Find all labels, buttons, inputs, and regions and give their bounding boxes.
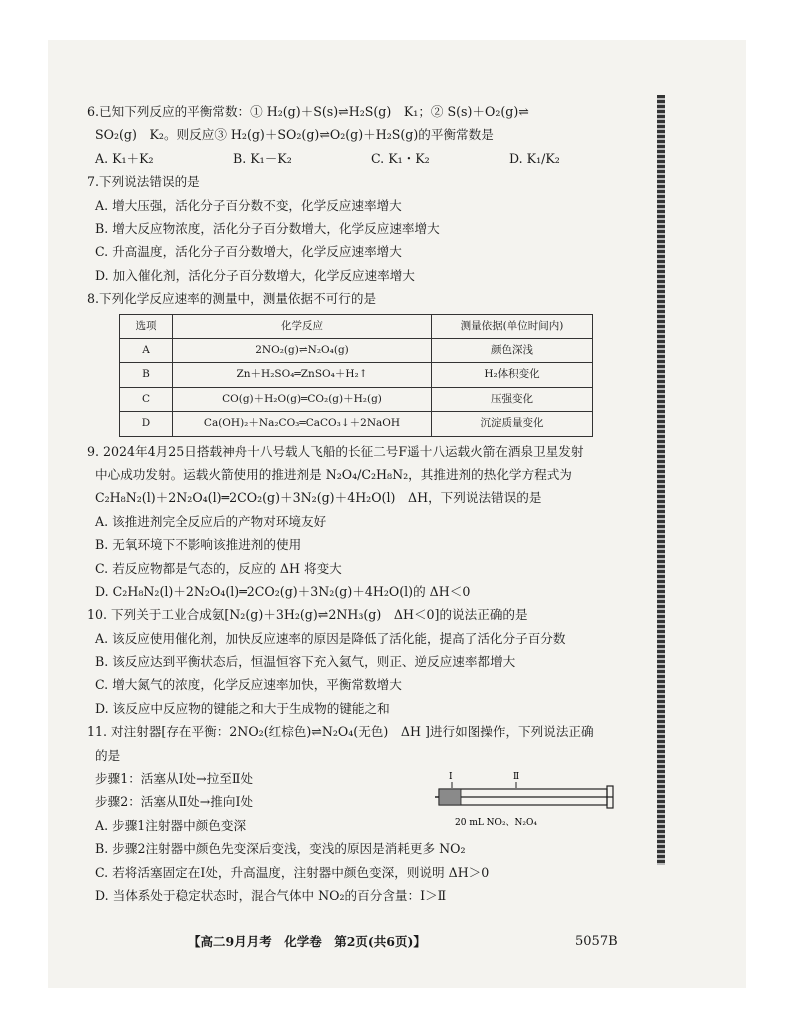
q9-stem-line2: 中心成功发射。运载火箭使用的推进剂是 N₂O₄/C₂H₈N₂，其推进剂的热化学方程式为 [95, 466, 572, 482]
table-cell: A [120, 338, 173, 362]
position-label-1: Ⅰ [449, 772, 453, 782]
table-header: 测量依据(单位时间内) [432, 314, 593, 338]
q11-step2: 步骤2：活塞从Ⅱ处→推向Ⅰ处 [95, 794, 254, 810]
table-cell: 2NO₂(g)⇌N₂O₄(g) [173, 338, 432, 362]
table-row [120, 363, 593, 387]
q6-option-a: A. K₁＋K₂ [95, 150, 154, 166]
paper-code: 5057B [575, 934, 618, 949]
figure-caption: 20 mL NO₂、N₂O₄ [455, 818, 538, 828]
table-cell: CO(g)＋H₂O(g)═CO₂(g)＋H₂(g) [173, 387, 432, 411]
table-header: 化学反应 [173, 314, 432, 338]
table-header-row [120, 314, 593, 338]
table-cell: Zn＋H₂SO₄═ZnSO₄＋H₂↑ [173, 363, 432, 387]
q6-stem-line1: 6.已知下列反应的平衡常数：① H₂(g)＋S(s)⇌H₂S(g) K₁；② S(s)＋O₂(g)⇌ [87, 104, 529, 119]
q8-stem: 8.下列化学反应速率的测量中，测量依据不可行的是 [87, 291, 377, 307]
binding-strip [657, 95, 665, 865]
q11-option-a: A. 步骤1注射器中颜色变深 [95, 817, 247, 833]
q6-stem-line2: SO₂(g) K₂。则反应③ H₂(g)＋SO₂(g)⇌O₂(g)＋H₂S(g)的平衡常数是 [95, 127, 494, 143]
table-header: 选项 [120, 314, 173, 338]
table-cell: 沉淀质量变化 [432, 412, 593, 436]
q10-stem: 10. 下列关于工业合成氨[N₂(g)＋3H₂(g)⇌2NH₃(g) ΔH＜0]的说法正确的是 [87, 607, 528, 623]
q10-option-a: A. 该反应使用催化剂，加快反应速率的原因是降低了活化能，提高了活化分子百分数 [95, 630, 566, 646]
q6-option-d: D. K₁/K₂ [509, 150, 560, 166]
q6-option-b: B. K₁－K₂ [233, 150, 292, 166]
table-row [120, 338, 593, 362]
table-row [120, 387, 593, 411]
table-row [120, 412, 593, 436]
q9-option-d: D. C₂H₈N₂(l)＋2N₂O₄(l)═2CO₂(g)＋3N₂(g)＋4H₂O(l)的 ΔH＜0 [95, 583, 471, 599]
table-cell: C [120, 387, 173, 411]
page-footer: 【高二9月月考 化学卷 第2页(共6页)】 [188, 934, 426, 949]
syringe-figure [435, 770, 620, 840]
q11-option-b: B. 步骤2注射器中颜色先变深后变浅，变浅的原因是消耗更多 NO₂ [95, 841, 466, 857]
q9-stem-line3: C₂H₈N₂(l)＋2N₂O₄(l)═2CO₂(g)＋3N₂(g)＋4H₂O(l) ΔH，下列说法错误的是 [95, 490, 542, 506]
q7-option-a: A. 增大压强，活化分子百分数不变，化学反应速率增大 [95, 197, 402, 213]
q10-option-b: B. 该反应达到平衡状态后，恒温恒容下充入氦气，则正、逆反应速率都增大 [95, 654, 516, 670]
q11-stem-line1: 11. 对注射器[存在平衡：2NO₂(红棕色)⇌N₂O₄(无色) ΔH ]进行如图操作，下列说法正确 [87, 724, 594, 740]
q11-stem-line2: 的是 [95, 747, 121, 763]
q7-stem: 7.下列说法错误的是 [87, 174, 200, 190]
q9-option-a: A. 该推进剂完全反应后的产物对环境友好 [95, 513, 327, 529]
q11-option-d: D. 当体系处于稳定状态时，混合气体中 NO₂的百分含量：Ⅰ＞Ⅱ [95, 887, 447, 903]
q9-stem-line1: 9. 2024年4月25日搭载神舟十八号载人飞船的长征二号F遥十八运载火箭在酒泉卫星发射 [87, 443, 584, 459]
table-cell: Ca(OH)₂＋Na₂CO₃═CaCO₃↓＋2NaOH [173, 412, 432, 436]
q7-option-c: C. 升高温度，活化分子百分数增大，化学反应速率增大 [95, 244, 402, 260]
q10-option-c: C. 增大氮气的浓度，化学反应速率加快，平衡常数增大 [95, 677, 402, 693]
q11-step1: 步骤1：活塞从Ⅰ处→拉至Ⅱ处 [95, 771, 254, 787]
plunger-head [439, 789, 461, 805]
q6-option-c: C. K₁・K₂ [371, 150, 430, 166]
q7-option-d: D. 加入催化剂，活化分子百分数增大，化学反应速率增大 [95, 267, 415, 283]
q7-option-b: B. 增大反应物浓度，活化分子百分数增大，化学反应速率增大 [95, 220, 440, 236]
table-cell: 压强变化 [432, 387, 593, 411]
position-label-2: Ⅱ [513, 772, 520, 782]
q8-table [119, 314, 593, 437]
q10-option-d: D. 该反应中反应物的键能之和大于生成物的键能之和 [95, 700, 390, 716]
q6-options [87, 147, 647, 170]
table-cell: D [120, 412, 173, 436]
q11-option-c: C. 若将活塞固定在Ⅰ处，升高温度，注射器中颜色变深，则说明 ΔH＞0 [95, 864, 490, 880]
table-cell: 颜色深浅 [432, 338, 593, 362]
q9-option-c: C. 若反应物都是气态的，反应的 ΔH 将变大 [95, 560, 342, 576]
q9-option-b: B. 无氧环境下不影响该推进剂的使用 [95, 537, 302, 553]
table-cell: H₂体积变化 [432, 363, 593, 387]
table-cell: B [120, 363, 173, 387]
